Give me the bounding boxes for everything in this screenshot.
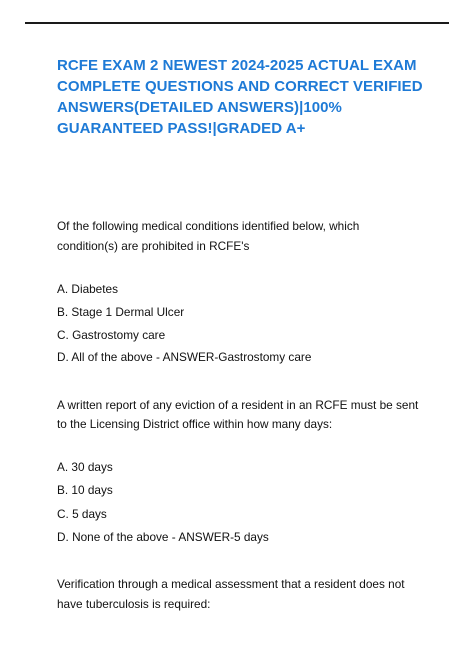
question-1-prompt-line-2: condition(s) are prohibited in RCFE's — [57, 239, 250, 253]
question-2-prompt-line-1: A written report of any eviction of a resident in an RCFE must be sent — [57, 398, 419, 412]
top-divider — [25, 22, 449, 24]
document-title: RCFE EXAM 2 NEWEST 2024-2025 ACTUAL EXAM COMPLETE QUESTIONS AND CORRECT VERIFIED ANSWERS(DETAILED ANSWERS)|100% GUARANTEED PASS!|GRADED A+ — [57, 57, 423, 137]
question-2-option-a: A. 30 days — [57, 460, 113, 474]
question-1-option-b: B. Stage 1 Dermal Ulcer — [57, 305, 185, 319]
question-3-prompt-line-1: Verification through a medical assessment that a resident does not — [57, 577, 405, 591]
question-2-option-d-answer: D. None of the above - ANSWER-5 days — [57, 530, 269, 544]
question-1-prompt-line-1: Of the following medical conditions identified below, which — [57, 219, 360, 233]
question-3-prompt-line-2: have tuberculosis is required: — [57, 597, 211, 611]
question-2-option-c: C. 5 days — [57, 507, 107, 521]
question-2-option-b: B. 10 days — [57, 483, 113, 497]
question-1-option-c: C. Gastrostomy care — [57, 328, 166, 342]
question-1-option-d-answer: D. All of the above - ANSWER-Gastrostomy care — [57, 350, 312, 364]
question-2-prompt-line-2: to the Licensing District office within how many days: — [57, 417, 333, 431]
question-1-option-a: A. Diabetes — [57, 282, 118, 296]
